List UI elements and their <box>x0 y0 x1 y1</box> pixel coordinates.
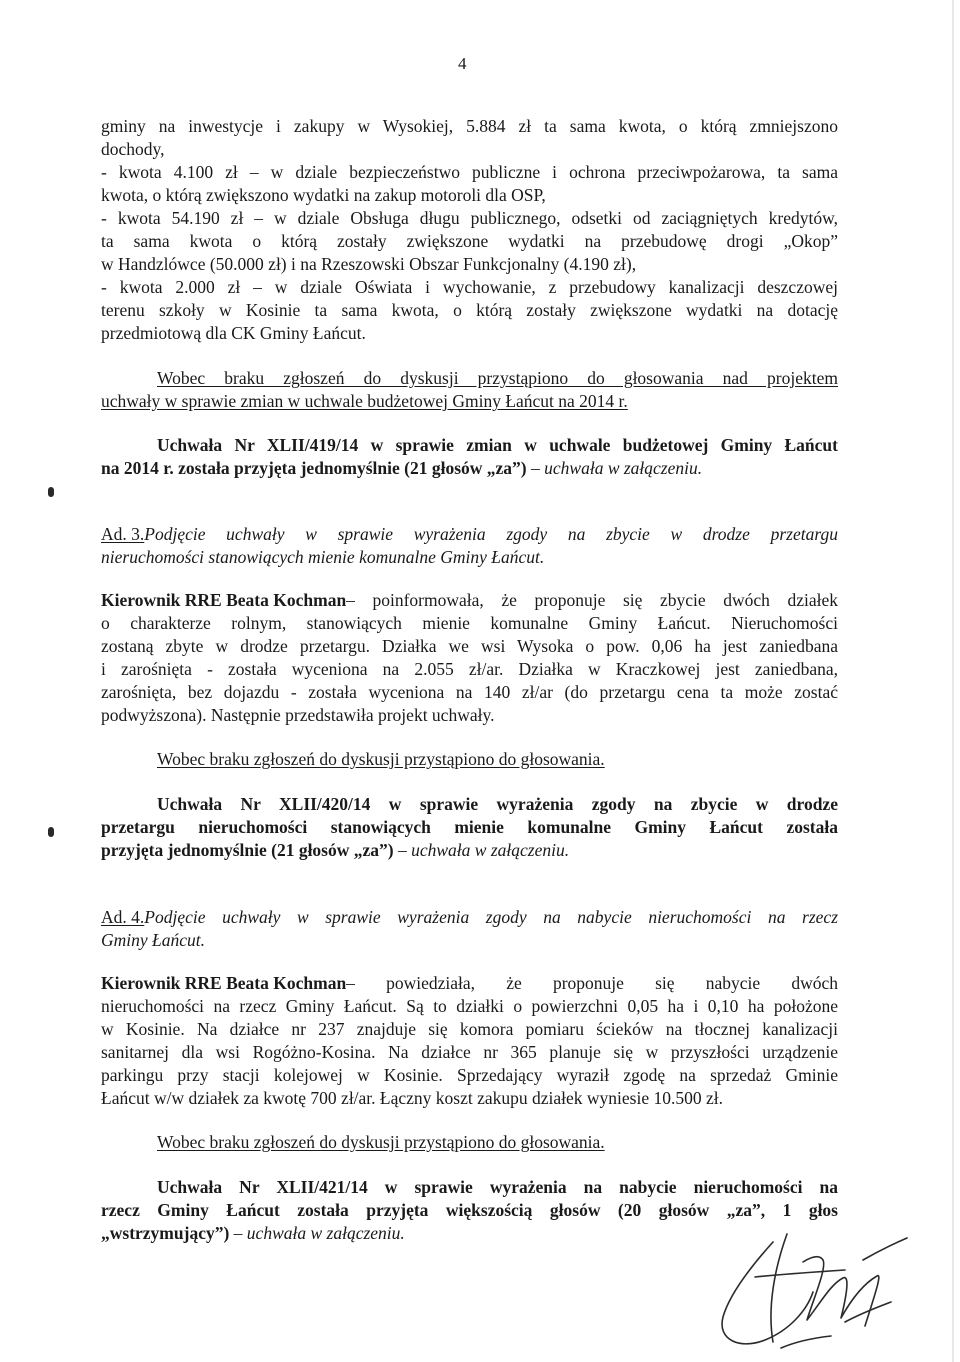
resolution-title: przetargu nieruchomości stanowiących mienie komunalne Gminy Łańcut została <box>101 817 838 837</box>
punch-hole-mark <box>48 827 54 837</box>
body-line: Łańcut w/w działek za kwotę 700 zł/ar. Łączny koszt zakupu działek wyniesie 10.500 zł. <box>101 1088 724 1108</box>
discussion-note: Wobec braku zgłoszeń do dyskusji przystąpiono do głosowania nad projektem <box>157 368 838 388</box>
body-line: i zarośnięta - została wyceniona na 2.055 zł/ar. Działka w Kraczkowej jest zaniedbana, <box>101 659 838 679</box>
body-line: w Handzlówce (50.000 zł) i na Rzeszowski Obszar Funkcjonalny (4.190 zł), <box>101 254 637 274</box>
attachment-note: – uchwała w załączeniu. <box>229 1223 405 1243</box>
body-line: parkingu przy stacji kolejowej w Kosinie. Sprzedający wyraził zgodę na sprzedaż Gminie <box>101 1065 838 1085</box>
body-line: o charakterze rolnym, stanowiących mienie komunalne Gminy Łańcut. Nieruchomości <box>101 613 838 633</box>
agenda-item-title: Gminy Łańcut. <box>101 930 206 950</box>
speaker-line <box>101 589 838 611</box>
agenda-item-heading <box>101 523 838 545</box>
body-line: sanitarnej dla wsi Rogóżno-Kosina. Na działce nr 365 planuje się w przyszłości urządzenie <box>101 1042 838 1062</box>
resolution-title: Uchwała Nr XLII/420/14 w sprawie wyrażenia zgody na zbycie w drodze <box>157 794 838 814</box>
body-line: - kwota 4.100 zł – w dziale bezpieczeństwo publiczne i ochrona przeciwpożarowa, ta sama <box>101 162 838 182</box>
body-line: gminy na inwestycje i zakupy w Wysokiej, 5.884 zł ta sama kwota, o którą zmniejszono <box>101 116 838 136</box>
speaker-name: Kierownik RRE Beata Kochman <box>101 590 347 610</box>
body-line: ta sama kwota o którą zostały zwiększone wydatki na przebudowę drogi „Okop” <box>101 231 838 251</box>
punch-hole-mark <box>48 487 54 497</box>
body-line: dochody, <box>101 139 165 159</box>
body-line: - kwota 2.000 zł – w dziale Oświata i wychowanie, z przebudowy kanalizacji deszczowej <box>101 277 838 297</box>
agenda-item-title: Podjęcie uchwały w sprawie wyrażenia zgody na nabycie nieruchomości na rzecz <box>144 907 838 927</box>
resolution-title: rzecz Gminy Łańcut została przyjęta większością głosów (20 głosów „za”, 1 głos <box>101 1200 838 1220</box>
attachment-note: – uchwała w załączeniu. <box>526 458 703 478</box>
resolution-title: Uchwała Nr XLII/419/14 w sprawie zmian w uchwale budżetowej Gminy Łańcut <box>157 435 838 455</box>
body-line: zarośnięta, bez dojazdu - została wyceniona na 140 zł/ar (do przetargu cena ta może zostać <box>101 682 838 702</box>
resolution-result-text: na 2014 r. została przyjęta jednomyślnie (21 głosów „za”) <box>101 458 527 478</box>
body-line: terenu szkoły w Kosinie ta sama kwota, o którą zostały zwiększone wydatki na dotację <box>101 300 838 320</box>
speaker-line <box>101 972 838 994</box>
body-line: - kwota 54.190 zł – w dziale Obsługa długu publicznego, odsetki od zaciągniętych kredytów, <box>101 208 838 228</box>
discussion-note: uchwały w sprawie zmian w uchwale budżetowej Gminy Łańcut na 2014 r. <box>101 391 628 411</box>
resolution-result-text: przyjęta jednomyślnie (21 głosów „za”) <box>101 840 394 860</box>
page-number: 4 <box>458 54 467 73</box>
resolution-result-text: „wstrzymujący”) <box>101 1223 230 1243</box>
discussion-note: Wobec braku zgłoszeń do dyskusji przystąpiono do głosowania. <box>157 749 605 769</box>
body-line: zostaną zbyte w drodze przetargu. Działka we wsi Wysoka o pow. 0,06 ha jest zaniedbana <box>101 636 838 656</box>
attachment-note: – uchwała w załączeniu. <box>393 840 570 860</box>
discussion-note: Wobec braku zgłoszeń do dyskusji przystąpiono do głosowania. <box>157 1132 605 1152</box>
body-line: podwyższona). Następnie przedstawiła projekt uchwały. <box>101 705 495 725</box>
body-line: przedmiotową dla CK Gminy Łańcut. <box>101 323 366 343</box>
body-line: – powiedziała, że proponuje się nabycie dwóch <box>346 973 838 993</box>
agenda-item-title: nieruchomości stanowiących mienie komunalne Gminy Łańcut. <box>101 547 545 567</box>
agenda-item-title: Podjęcie uchwały w sprawie wyrażenia zgody na zbycie w drodze przetargu <box>144 524 838 544</box>
scan-edge-shadow <box>952 0 954 1362</box>
speaker-name: Kierownik RRE Beata Kochman <box>101 973 347 993</box>
resolution-result <box>101 457 838 479</box>
resolution-title: Uchwała Nr XLII/421/14 w sprawie wyrażenia na nabycie nieruchomości na <box>157 1177 838 1197</box>
agenda-item-number: Ad. 4. <box>101 907 145 927</box>
body-line: nieruchomości na rzecz Gminy Łańcut. Są to działki o powierzchni 0,05 ha i 0,10 ha położone <box>101 996 838 1016</box>
body-line: kwota, o którą zwiększono wydatki na zakup motoroli dla OSP, <box>101 185 546 205</box>
body-line: – poinformowała, że proponuje się zbycie dwóch działek <box>346 590 838 610</box>
resolution-result <box>101 839 838 861</box>
body-line: w Kosinie. Na działce nr 237 znajduje się komora pomiaru ścieków na tłocznej kanalizacji <box>101 1019 838 1039</box>
agenda-item-number: Ad. 3. <box>101 524 145 544</box>
handwritten-signature <box>695 1222 925 1362</box>
agenda-item-heading <box>101 906 838 928</box>
